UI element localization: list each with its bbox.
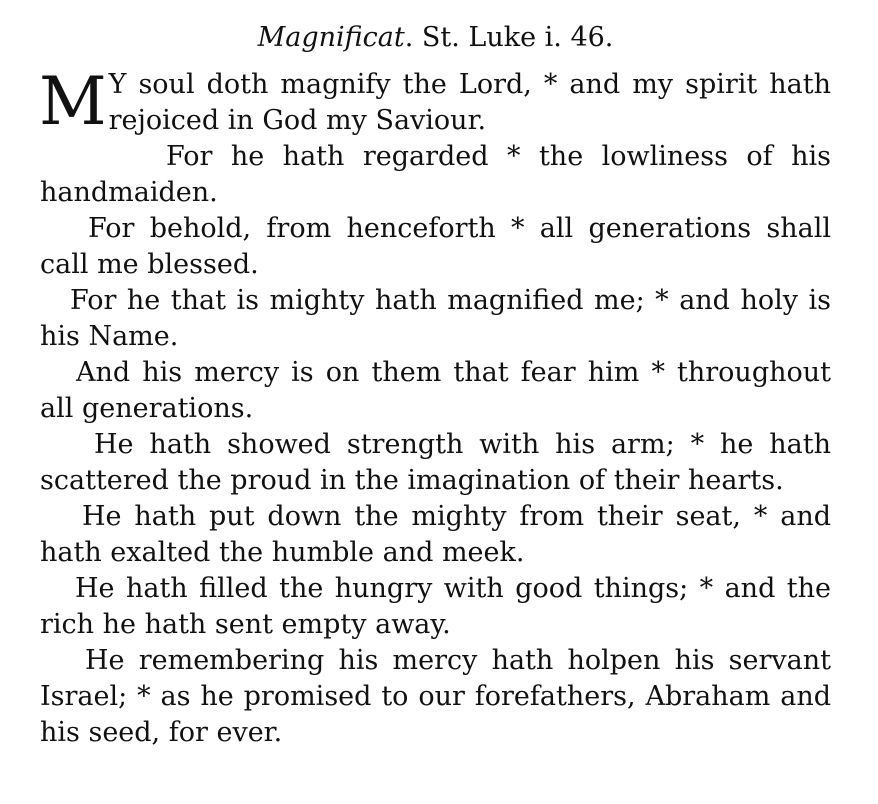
verse-2: For he hath regarded * the lowliness of his handmaiden. (40, 141, 831, 208)
title-reference: . St. Luke i. 46. (404, 22, 614, 53)
page-title (40, 18, 831, 58)
verse-8: He hath filled the hungry with good things; * and the rich he hath sent empty away. (40, 573, 831, 640)
title-work: Magnificat (257, 22, 405, 53)
verse-7: He hath put down the mighty from their seat, * and hath exalted the humble and meek. (40, 501, 831, 568)
verse-5: And his mercy is on them that fear him * throughout all generations. (40, 357, 831, 424)
canticle-page (40, 18, 831, 751)
drop-cap-initial: M (39, 63, 107, 140)
verse-6: He hath showed strength with his arm; * he hath scattered the proud in the imagination of their hearts. (40, 429, 831, 496)
verse-9: He remembering his mercy hath holpen his servant Israel; * as he promised to our forefathers, Abraham and his seed, for ever. (40, 645, 831, 748)
verse-1-text: Y soul doth magnify the Lord, * and my spirit hath rejoiced in God my Saviour. (108, 69, 831, 136)
verse-4: For he that is mighty hath magnified me; * and holy is his Name. (40, 285, 831, 352)
verse-1 (39, 63, 831, 140)
verse-3: For behold, from henceforth * all generations shall call me blessed. (40, 213, 831, 280)
